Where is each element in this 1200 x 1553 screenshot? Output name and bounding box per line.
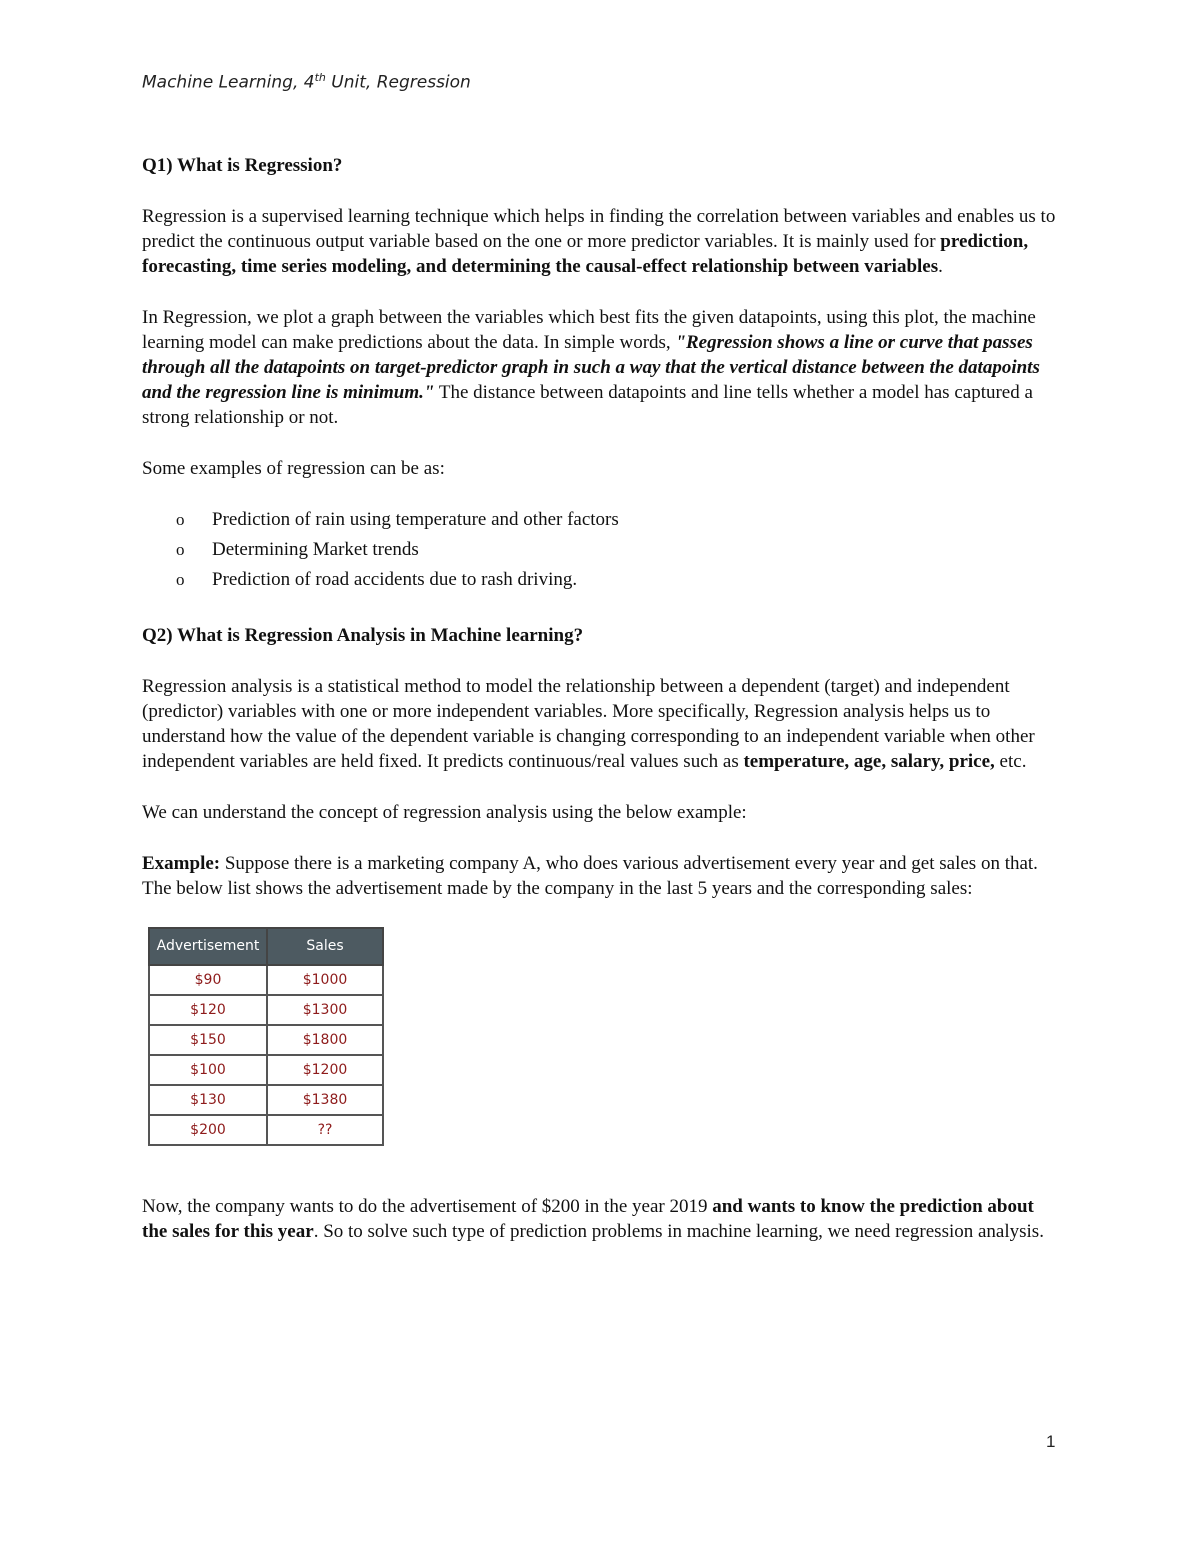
sales-table-container xyxy=(148,927,1057,1146)
sales-cell: $1800 xyxy=(267,1025,383,1055)
document-body xyxy=(142,153,1057,1270)
bullet-marker: o xyxy=(176,540,185,559)
q2-paragraph-3 xyxy=(142,851,1057,901)
example-label: Example: xyxy=(142,853,221,874)
table-header-row xyxy=(149,928,383,965)
q1-paragraph-3: Some examples of regression can be as: xyxy=(142,458,445,479)
sales-cell: $1380 xyxy=(267,1085,383,1115)
page-number: 1 xyxy=(1046,1432,1056,1451)
page-header xyxy=(142,71,471,93)
header-suffix: Unit, Regression xyxy=(325,72,471,93)
column-header-advertisement: Advertisement xyxy=(149,928,267,965)
q1-p2-text: In Regression, we plot a graph between the variables which best fits the given datapoints, using this plot, the machine learning model can make predictions about the data. In simple words, xyxy=(142,307,1036,353)
q2-p4-bold: and wants to know the prediction about the sales for this year xyxy=(142,1196,1034,1242)
q2-heading: Q2) What is Regression Analysis in Machine learning? xyxy=(142,625,584,646)
sales-cell: $1200 xyxy=(267,1055,383,1085)
bullet-marker: o xyxy=(176,570,185,589)
advertisement-cell: $200 xyxy=(149,1115,267,1145)
table-row xyxy=(149,1055,383,1085)
q2-p1-text: Regression analysis is a statistical method to model the relationship between a dependent (target) and independent (predictor) variables with one or more independent variables. More specifically, Regression analysis helps us to understand how the value of the dependent variable is changing corresponding to an independent variable when other independent variables are held fixed. It predicts continuous/real values such as xyxy=(142,676,1035,772)
q2-paragraph-2: We can understand the concept of regression analysis using the below example: xyxy=(142,802,747,823)
advertisement-cell: $90 xyxy=(149,965,267,995)
bullet-marker: o xyxy=(176,510,185,529)
q1-p1-bold: prediction, forecasting, time series modeling, and determining the causal-effect relationship between variables xyxy=(142,231,1029,277)
advertisement-cell: $150 xyxy=(149,1025,267,1055)
table-row xyxy=(149,1115,383,1145)
q1-p1-end: . xyxy=(938,256,943,277)
advertisement-cell: $130 xyxy=(149,1085,267,1115)
q1-paragraph-1 xyxy=(142,204,1057,279)
list-item xyxy=(142,537,1057,567)
list-item-text: Prediction of rain using temperature and other factors xyxy=(212,509,619,530)
q2-p1-bold: temperature, age, salary, price, xyxy=(743,751,995,772)
list-item-text: Determining Market trends xyxy=(212,539,419,560)
table-row xyxy=(149,1025,383,1055)
list-item xyxy=(142,507,1057,537)
list-item-text: Prediction of road accidents due to rash driving. xyxy=(212,569,578,590)
q1-p2-end: The distance between datapoints and line tells whether a model has captured a strong relationship or not. xyxy=(142,382,1033,428)
advertisement-cell: $120 xyxy=(149,995,267,1025)
q1-paragraph-2 xyxy=(142,305,1057,430)
q2-p1-end: etc. xyxy=(994,751,1027,772)
header-superscript: th xyxy=(314,71,326,84)
table-row xyxy=(149,965,383,995)
header-prefix: Machine Learning, 4 xyxy=(142,72,315,93)
sales-cell: $1000 xyxy=(267,965,383,995)
sales-cell: ?? xyxy=(267,1115,383,1145)
sales-table xyxy=(148,927,384,1146)
q2-paragraph-1 xyxy=(142,674,1057,774)
table-row xyxy=(149,1085,383,1115)
q2-p3-text: Suppose there is a marketing company A, who does various advertisement every year and get sales on that. The below list shows the advertisement made by the company in the last 5 years and the corresponding sales: xyxy=(142,853,1038,899)
q2-p4-text: Now, the company wants to do the advertisement of $200 in the year 2019 xyxy=(142,1196,713,1217)
list-item xyxy=(142,567,1057,597)
q2-p4-end: . So to solve such type of prediction problems in machine learning, we need regression analysis. xyxy=(313,1221,1044,1242)
q1-heading: Q1) What is Regression? xyxy=(142,155,343,176)
q1-p2-quote: "Regression shows a line or curve that passes through all the datapoints on target-predictor graph in such a way that the vertical distance between the datapoints and the regression line is minimum." xyxy=(142,332,1040,403)
advertisement-cell: $100 xyxy=(149,1055,267,1085)
q2-paragraph-4 xyxy=(142,1194,1057,1244)
q1-p1-text: Regression is a supervised learning technique which helps in finding the correlation between variables and enables us to predict the continuous output variable based on the one or more predictor variables. It is mainly used for xyxy=(142,206,1056,252)
column-header-sales: Sales xyxy=(267,928,383,965)
examples-list xyxy=(142,507,1057,597)
table-row xyxy=(149,995,383,1025)
sales-cell: $1300 xyxy=(267,995,383,1025)
